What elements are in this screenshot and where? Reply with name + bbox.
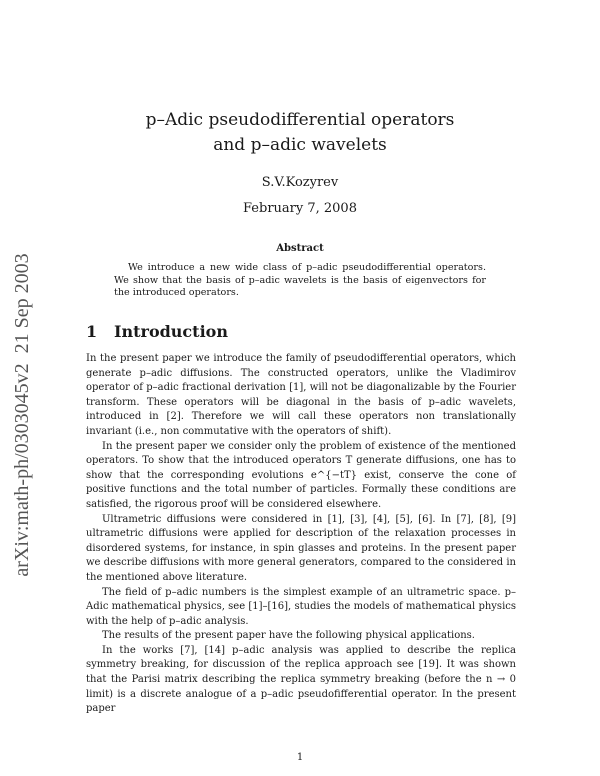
section-title: Introduction bbox=[114, 322, 228, 341]
arxiv-identifier: arXiv:math-ph/0303045v2 21 Sep 2003 bbox=[11, 253, 33, 577]
paragraph: The field of p–adic numbers is the simplest example of an ultrametric space. p–Adic mathematical physics, see [1]–[16], studies the models of mathematical physics with the help of p–adic analysis. bbox=[86, 586, 516, 627]
paragraph: The results of the present paper have the following physical applications. bbox=[102, 630, 475, 642]
page-number: 1 bbox=[296, 752, 304, 763]
title-line-2: and p–adic wavelets bbox=[213, 135, 387, 155]
abstract-body bbox=[114, 262, 486, 300]
paper-title bbox=[0, 108, 600, 158]
paragraph: In the works [7], [14] p–adic analysis was applied to describe the replica symmetry breaking, for discussion of the replica approach see [19]. It was shown that the Parisi matrix describing the replica symmetry breaking (before the n → 0 limit) is a discrete analogue of a p–adic pseudofifferential operator. In the present paper bbox=[86, 644, 516, 715]
author-name: S.V.Kozyrev bbox=[261, 175, 339, 190]
title-line-1: p–Adic pseudodifferential operators bbox=[145, 110, 455, 130]
paragraph: Ultrametric diffusions were considered in [1], [3], [4], [5], [6]. In [7], [8], [9] ultrametric diffusions were applied for description of the relaxation processes in disordered systems, for instance, in spin glasses and proteins. In the present paper we describe diffusions with more general generators, compared to the considered in the mentioned above literature. bbox=[86, 513, 516, 583]
body-text bbox=[86, 352, 516, 717]
paragraph: In the present paper we consider only the problem of existence of the mentioned operators. To show that the introduced operators T generate diffusions, one has to show that the corresponding evolutions e^{−tT} exist, conserve the cone of positive functions and the total number of particles. Formally these conditions are satisfied, the rigorous proof will be considered elsewhere. bbox=[86, 440, 516, 510]
abstract-text: We introduce a new wide class of p–adic pseudodifferential operators. We show that the basis of p–adic wavelets is the basis of eigenvectors for the introduced operators. bbox=[114, 262, 486, 299]
abstract-heading: Abstract bbox=[276, 243, 324, 254]
paper-date: February 7, 2008 bbox=[243, 201, 357, 216]
arxiv-identifier-stamp bbox=[6, 205, 36, 625]
paragraph: In the present paper we introduce the family of pseudodifferential operators, which generate p–adic diffusions. The constructed operators, unlike the Vladimirov operator of p–adic fractional derivation [1], will not be diagonalizable by the Fourier transform. These operators will be diagonal in the basis of p–adic wavelets, introduced in [2]. Therefore we will call these operators non translationally invariant (i.e., non commutative with the operators of shift). bbox=[86, 353, 516, 437]
section-heading bbox=[86, 322, 228, 341]
section-number: 1 bbox=[86, 322, 98, 341]
